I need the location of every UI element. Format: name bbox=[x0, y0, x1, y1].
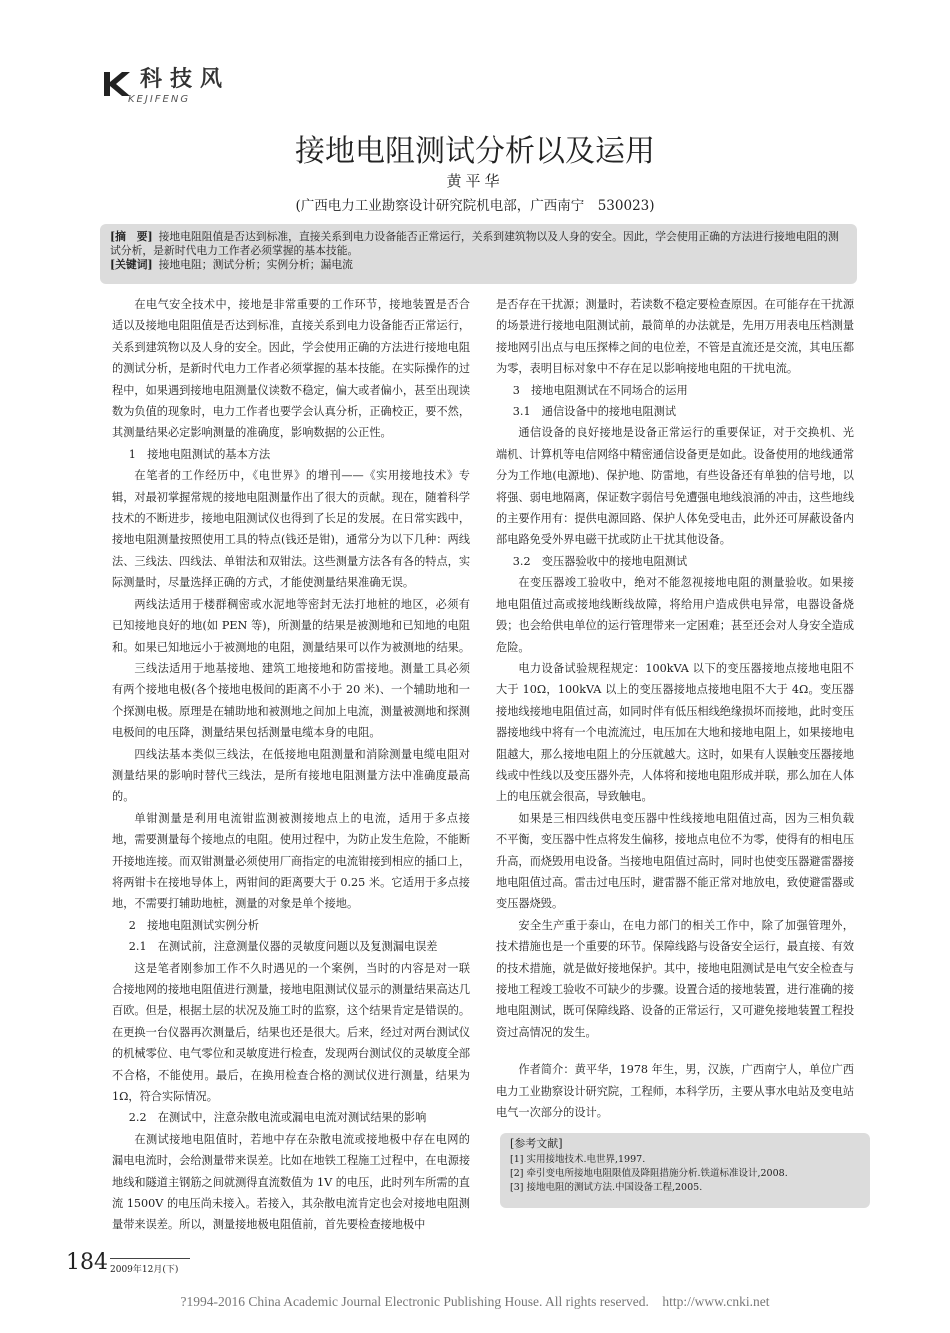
body-paragraph: 四线法基本类似三线法，在低接地电阻测量和消除测量电缆电阻对测量结果的影响时替代三线法，是所有接地电阻测量方法中准确度最高的。 bbox=[112, 747, 470, 804]
body-paragraph: 三线法适用于地基接地、建筑工地接地和防雷接地。测量工具必须有两个接地电极(各个接地电极间的距离不小于 20 米)、一个辅助地和一个探测电极。原理是在辅助地和被测地之间加上电流，测量被测地和探测电极间的电压降，测量结果包括测量电缆本身的电阻。 bbox=[112, 661, 471, 740]
copyright-footer: ?1994-2016 China Academic Journal Electronic Publishing House. All rights reserved. http://www.cnki.net bbox=[180, 1294, 770, 1309]
section-heading: 1 接地电阻测试的基本方法 bbox=[128, 447, 271, 461]
reference-item: [2] 牵引变电所接地电阻限值及降阻措施分析.铁道标准设计,2008. bbox=[510, 1168, 788, 1179]
article-title: 接地电阻测试分析以及运用 bbox=[295, 134, 655, 169]
section-heading: 2.1 在测试前，注意测量仪器的灵敏度问题以及复测漏电误差 bbox=[128, 940, 438, 954]
section-heading: 3.1 通信设备中的接地电阻测试 bbox=[512, 405, 677, 419]
section-heading: 2.2 在测试中，注意杂散电流或漏电电流对测试结果的影响 bbox=[128, 1111, 427, 1125]
abstract-label: [摘 要] bbox=[110, 230, 153, 243]
references-box bbox=[500, 1133, 870, 1208]
body-paragraph: 两线法适用于楼群稠密或水泥地等密封无法打地桩的地区，必须有已知接地良好的地(如 PEN 等)，所测量的结果是被测地和已知地的电阻和。如果已知地远小于被测地的电阻，测量结果可以作为被测地的结果。 bbox=[112, 597, 471, 654]
body-right-column bbox=[496, 294, 854, 1123]
body-left-column bbox=[112, 294, 470, 1236]
issue-date: 2009年12月(下) bbox=[110, 1265, 179, 1275]
article-author: 黄平华 bbox=[446, 172, 504, 190]
body-paragraph: 在笔者的工作经历中，《电世界》的增刊——《实用接地技术》专辑，对最初掌握常规的接地电阻测量作出了很大的贡献。现在，随着科学技术的不断进步，接地电阻测试仪也得到了长足的发展。在日常实践中，接地电阻测量按照使用工具的特点(钱还是钳)，通常分为以下几种：两线法、三线法、四线法、单钳法和双钳法。这些测量方法各有各的特点，实际测量时，尽量选择正确的方式，才能使测量结果准确无误。 bbox=[112, 469, 471, 590]
body-paragraph: 单钳测量是利用电流钳监测被测接地点上的电流，适用于多点接地，需要测量每个接地点的电阻。使用过程中，为防止发生危险，不能断开接地连接。而双钳测量必须使用厂商指定的电流钳接到相应的插口上，将两钳卡在接地导体上，两钳间的距离要大于 0.25 米。它适用于多点接地，不需要打辅助地桩，测量的对象是单个接地。 bbox=[112, 811, 471, 911]
body-paragraph: 这是笔者刚参加工作不久时遇见的一个案例，当时的内容是对一联合接地网的接地电阻值进行测量，接地电阻测试仪显示的测量结果高达几百欧。但是，根据土层的状况及施工时的监察，这个结果肯定是错误的。在更换一台仪器再次测量后，结果也还是很大。后来，经过对两台测试仪的机械零位、电气零位和灵敏度进行检查，发现两台测试仪的灵敏度全部不合格，不能使用。最后，在换用检查合格的测试仪进行测量，结果为 1Ω，符合实际情况。 bbox=[112, 961, 471, 1104]
journal-name-en: KEJIFENG bbox=[128, 94, 191, 105]
section-heading: 2 接地电阻测试实例分析 bbox=[128, 918, 259, 932]
author-bio: 作者简介：黄平华，1978 年生，男，汉族，广西南宁人，单位广西电力工业勘察设计研究院，工程师，本科学历，主要从事水电站及变电站电气一次部分的设计。 bbox=[496, 1063, 855, 1120]
body-paragraph: 如果是三相四线供电变压器中性线接地电阻值过高，因为三相负载不平衡，变压器中性点将发生偏移，接地点电位不为零，使得有的相电压升高，而烧毁用电设备。当接地电阻值过高时，同时也使变压器避雷器接地电阻值过高。雷击过电压时，避雷器不能正常对地放电，致使避雷器或变压器烧毁。 bbox=[496, 811, 855, 911]
keywords-text: 接地电阻；测试分析；实例分析；漏电流 bbox=[158, 258, 353, 271]
reference-item: [1] 实用接地技术.电世界,1997. bbox=[510, 1154, 646, 1165]
body-paragraph: 电力设备试验规程规定：100kVA 以下的变压器接地点接地电阻不大于 10Ω，100kVA 以上的变压器接地点接地电阻不大于 4Ω。变压器接地线接地电阻值过高，如同时伴有低压相线绝缘损坏而接地，此时变压器接地线中将有一个电流流过，电压加在大地和接地电阻上，如果接地电阻越大，那么接地电阻上的分压就越大。这时，如果有人误触变压器接地线或中性线以及变压器外壳，人体将和接地电阻形成并联，那么加在人体上的电压就会很高，导致触电。 bbox=[496, 661, 855, 804]
abstract-box bbox=[100, 224, 857, 284]
body-paragraph: 通信设备的良好接地是设备正常运行的重要保证，对于交换机、光端机、计算机等电信网络中精密通信设备更是如此。设备使用的地线通常分为工作地(电源地)、保护地、防雷地，有些设备还有单独的信号地，以将强、弱电地隔离，保证数字弱信号免遭强电地线浪涌的冲击，这些地线的主要作用有：提供电源回路、保护人体免受电击，此外还可屏蔽设备内部电路免受外界电磁干扰或防止干扰其他设备。 bbox=[496, 426, 855, 547]
body-paragraph: 安全生产重于泰山，在电力部门的相关工作中，除了加强管理外，技术措施也是一个重要的环节。保障线路与设备安全运行，最直接、有效的技术措施，就是做好接地保护。其中，接地电阻测试是电气安全检查与接地工程竣工验收不可缺少的步骤。设置合适的接地装置，进行准确的接地电阻测试，既可保障线路、设备的正常运行，又可避免接地装置工程投资过高情况的发生。 bbox=[496, 918, 855, 1039]
journal-logo bbox=[100, 60, 250, 110]
body-paragraph: 是否存在干扰源；测量时，若读数不稳定要检查原因。在可能存在干扰源的场景进行接地电阻测试前，最简单的办法就是，先用万用表电压档测量接地网引出点与电压探棒之间的电位差，不管是直流还是交流，其电压都为零，表明目标对象中不存在足以影响接地电阻的干扰电流。 bbox=[496, 298, 855, 376]
author-affiliation: (广西电力工业勘察设计研究院机电部，广西南宁 530023) bbox=[295, 198, 655, 214]
page-number: 184 bbox=[66, 1250, 108, 1275]
keywords bbox=[110, 258, 847, 272]
abstract-text: 接地电阻阻值是否达到标准，直接关系到电力设备能否正常运行，关系到建筑物以及人身的安全。因此，学会使用正确的方法进行接地电阻的测试分析，是新时代电力工作者必须掌握的基本技能。 bbox=[110, 230, 839, 257]
body-paragraph: 在电气安全技术中，接地是非常重要的工作环节，接地装置是否合适以及接地电阻阻值是否达到标准，直接关系到电力设备能否正常运行，关系到建筑物以及人身的安全。因此，学会使用正确的方法进行接地电阻的测试分析，是新时代电力工作者必须掌握的基本技能。在实际操作的过程中，如果遇到接地电阻测量仪读数不稳定，偏大或者偏小，甚至出现读数为负值的现象时，电力工作者也要学会认真分析，正确校正，要不然，其测量结果必定影响测量的准确度，影响数据的公正性。 bbox=[112, 298, 471, 440]
body-paragraph: 在变压器竣工验收中，绝对不能忽视接地电阻的测量验收。如果接地电阻值过高或接地线断线故障，将给用户造成供电异常，电器设备烧毁；也会给供电单位的运行管理带来一定困难；甚至还会对人身安全造成危险。 bbox=[496, 576, 855, 654]
reference-item: [3] 接地电阻的测试方法.中国设备工程,2005. bbox=[510, 1182, 703, 1193]
section-heading: 3.2 变压器验收中的接地电阻测试 bbox=[512, 554, 688, 568]
abstract bbox=[110, 230, 847, 258]
references-title: [参考文献] bbox=[510, 1137, 563, 1150]
keywords-label: [关键词] bbox=[110, 258, 153, 271]
journal-name-cn: 科技风 bbox=[140, 66, 231, 92]
page-number-divider bbox=[110, 1258, 190, 1259]
section-heading: 3 接地电阻测试在不同场合的运用 bbox=[512, 383, 688, 397]
body-paragraph: 在测试接地电阻值时，若地中存在杂散电流或接地极中存在电网的漏电电流时，会给测量带来误差。比如在地铁工程施工过程中，在电源接地线和隧道主钢筋之间就测得直流数值为 1V 的电压，此时列车所需的直流 1500V 的电压尚未接入。若接入，其杂散电流肯定也会对接地电阻测量带来误差。所以，测量接地极电阻值前，首先要检查接地极中 bbox=[112, 1132, 471, 1232]
